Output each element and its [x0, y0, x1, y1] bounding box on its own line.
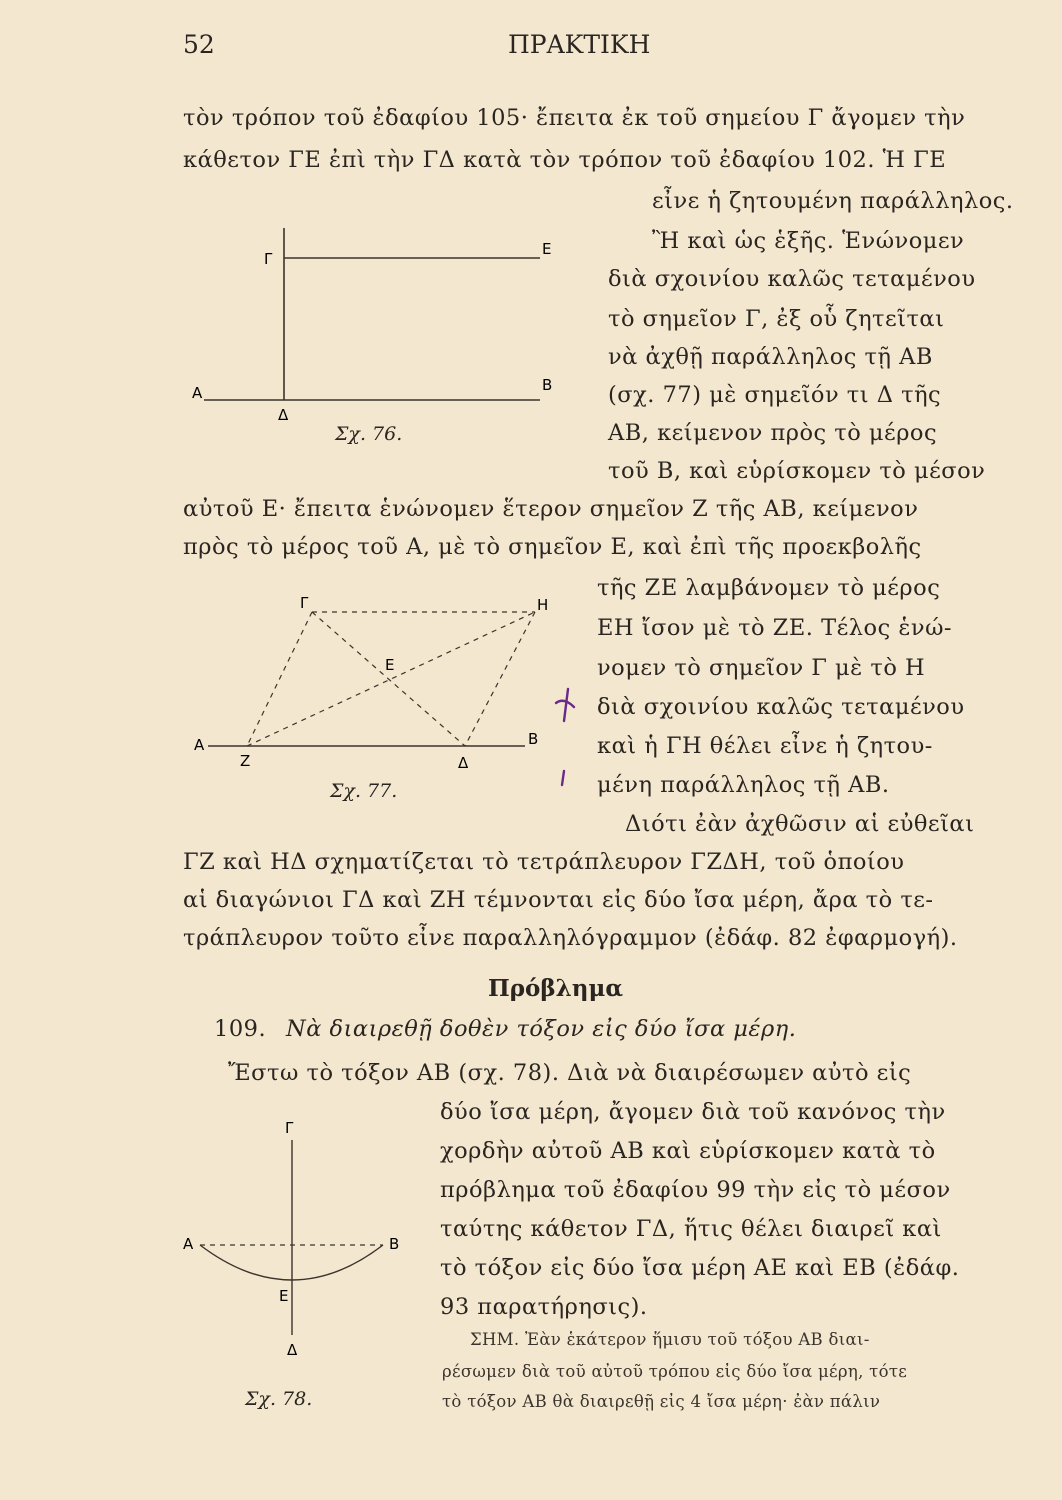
text-line: τράπλευρον τοῦτο εἶνε παραλληλόγραμμον (ἐδάφ. 82 ἐφαρμογή).: [183, 925, 958, 951]
running-title: ΠΡΑΚΤΙΚΗ: [508, 30, 651, 59]
text-line: νὰ ἀχθῇ παράλληλος τῇ ΑΒ: [608, 344, 933, 370]
text-line: Ἢ καὶ ὡς ἑξῆς. Ἑνώνομεν: [652, 228, 965, 254]
text-line: τὸ σημεῖον Γ, ἐξ οὗ ζητεῖται: [608, 306, 945, 332]
text-line: δύο ἴσα μέρη, ἄγομεν διὰ τοῦ κανόνος τὴν: [440, 1099, 946, 1125]
text-line: κάθετον ΓΕ ἐπὶ τὴν ΓΔ κατὰ τὸν τρόπον τοῦ ἐδαφίου 102. Ἡ ΓΕ: [183, 147, 947, 173]
fig76-label-d: Δ: [278, 406, 289, 424]
text-line: τὸ τόξον εἰς δύο ἴσα μέρη ΑΕ καὶ ΕΒ (ἐδάφ.: [440, 1255, 960, 1281]
text-line: (σχ. 77) μὲ σημεῖόν τι Δ τῆς: [608, 382, 942, 408]
note-line: ρέσωμεν διὰ τοῦ αὐτοῦ τρόπου εἰς δύο ἴσα μέρη, τότε: [442, 1362, 908, 1381]
fig78-label-a: Α: [183, 1235, 194, 1253]
fig78-label-b: Β: [389, 1235, 400, 1253]
figure-78-caption: Σχ. 78.: [245, 1388, 313, 1410]
figure-77-caption: Σχ. 77.: [330, 780, 398, 802]
fig77-label-h: Η: [537, 596, 549, 614]
fig78-label-g: Γ: [285, 1119, 294, 1137]
fig78-label-e: Ε: [279, 1287, 289, 1305]
text-line: διὰ σχοινίου καλῶς τεταμένου: [608, 266, 976, 292]
text-line: αἱ διαγώνιοι ΓΔ καὶ ΖΗ τέμνονται εἰς δύο ἴσα μέρη, ἄρα τὸ τε-: [183, 887, 934, 913]
fig77-label-g: Γ: [300, 594, 309, 612]
text-line: πρόβλημα τοῦ ἐδαφίου 99 τὴν εἰς τὸ μέσον: [440, 1177, 951, 1203]
text-line: καὶ ἡ ΓΗ θέλει εἶνε ἡ ζητου-: [597, 733, 933, 759]
fig77-label-a: Α: [194, 736, 205, 754]
problem-statement: Νὰ διαιρεθῇ δοθὲν τόξον εἰς δύο ἴσα μέρη.: [286, 1016, 797, 1042]
fig76-label-g: Γ: [264, 250, 273, 268]
figure-77: [190, 590, 570, 790]
fig76-label-a: Α: [192, 384, 203, 402]
text-line: μένη παράλληλος τῇ ΑΒ.: [597, 772, 890, 798]
problem-heading: Πρόβλημα: [488, 975, 624, 1002]
text-line: νομεν τὸ σημεῖον Γ μὲ τὸ Η: [597, 655, 926, 681]
text-line: τὸν τρόπον τοῦ ἐδαφίου 105· ἔπειτα ἐκ τοῦ σημείου Γ ἄγομεν τὴν: [183, 105, 966, 131]
fig77-label-d: Δ: [458, 754, 469, 772]
text-line: ΕΗ ἴσον μὲ τὸ ΖΕ. Τέλος ἑνώ-: [597, 615, 953, 641]
text-line: αὐτοῦ Ε· ἔπειτα ἑνώνομεν ἕτερον σημεῖον Ζ τῆς ΑΒ, κείμενον: [183, 496, 919, 522]
figure-78: [175, 1115, 415, 1375]
pen-mark: [552, 685, 582, 785]
note-line: ΣΗΜ. Ἐὰν ἑκάτερον ἥμισυ τοῦ τόξου ΑΒ διαι-: [470, 1330, 870, 1349]
fig77-label-e: Ε: [385, 656, 395, 674]
problem-number: 109.: [214, 1016, 267, 1042]
text-line: εἶνε ἡ ζητουμένη παράλληλος.: [652, 188, 1014, 214]
page-number: 52: [183, 30, 215, 59]
text-line: πρὸς τὸ μέρος τοῦ Α, μὲ τὸ σημεῖον Ε, καὶ ἐπὶ τῆς προεκβολῆς: [183, 534, 922, 560]
text-line: 93 παρατήρησις).: [440, 1294, 648, 1320]
note-line: τὸ τόξον ΑΒ θὰ διαιρεθῇ εἰς 4 ἴσα μέρη· ἐὰν πάλιν: [442, 1392, 881, 1411]
text-line: ΓΖ καὶ ΗΔ σχηματίζεται τὸ τετράπλευρον ΓΖΔΗ, τοῦ ὁποίου: [183, 849, 905, 875]
fig76-label-b: Β: [542, 376, 553, 394]
fig77-label-b: Β: [528, 730, 539, 748]
text-line: τῆς ΖΕ λαμβάνομεν τὸ μέρος: [597, 575, 941, 601]
fig77-label-z: Ζ: [240, 752, 251, 770]
text-line: χορδὴν αὐτοῦ ΑΒ καὶ εὑρίσκομεν κατὰ τὸ: [440, 1138, 936, 1164]
fig76-label-e: Ε: [542, 240, 552, 258]
text-line: ΑΒ, κείμενον πρὸς τὸ μέρος: [608, 420, 938, 446]
text-line: Ἔστω τὸ τόξον ΑΒ (σχ. 78). Διὰ νὰ διαιρέσωμεν αὐτὸ εἰς: [228, 1060, 912, 1086]
figure-76-caption: Σχ. 76.: [335, 423, 403, 445]
text-line: Διότι ἐὰν ἀχθῶσιν αἱ εὐθεῖαι: [625, 811, 975, 837]
text-line: ταύτης κάθετον ΓΔ, ἥτις θέλει διαιρεῖ καὶ: [440, 1216, 942, 1242]
fig78-label-d: Δ: [287, 1341, 298, 1359]
text-line: τοῦ Β, καὶ εὑρίσκομεν τὸ μέσον: [608, 458, 986, 484]
text-line: διὰ σχοινίου καλῶς τεταμένου: [597, 694, 965, 720]
